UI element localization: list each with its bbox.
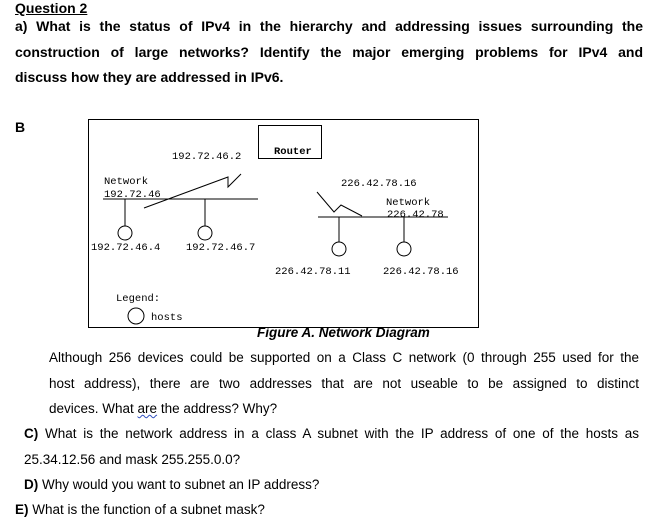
host-right-2-ip: 226.42.78.16 [383,266,459,278]
network-diagram [88,119,482,330]
host-left-2-ip: 192.72.46.7 [186,242,256,254]
left-network-title: Network [104,176,149,188]
question-a-line-1: a) What is the status of IPv4 in the hierarchy and addressing issues surrounding the [15,18,643,34]
question-e: E) What is the function of a subnet mask? [15,502,265,517]
host-right-1 [332,242,346,256]
host-right-1-ip: 226.42.78.11 [275,266,351,278]
right-network-addr: 226.42.78 [387,209,444,221]
question-a [15,14,643,91]
host-left-1 [118,226,132,240]
question-a-line-2: construction of large networks? Identify the major emerging problems for IPv4 and [15,43,643,60]
question-b-line-1: Although 256 devices could be supported on a Class C network (0 through 255 used for the [49,350,639,365]
question-d: D) Why would you want to subnet an IP address? [24,477,320,492]
host-right-2 [397,242,411,256]
host-left-2 [198,226,212,240]
spellcheck-word: are [137,401,158,416]
part-b-label: B [15,119,26,135]
router-left-ip: 192.72.46.2 [172,151,242,163]
router-right-ip: 226.42.78.16 [341,178,417,190]
question-c [24,421,639,472]
router-label: Router [274,146,312,158]
question-a-line-3: discuss how they are addressed in IPv6. [15,69,284,85]
legend-hosts: hosts [151,312,183,324]
right-network-title: Network [386,197,431,209]
question-c-line-1: C) What is the network address in a class A subnet with the IP address of one of the hosts as [24,426,639,441]
question-b [49,345,639,422]
figure-caption: Figure A. Network Diagram [257,325,430,340]
question-title: Question 2 [15,0,88,16]
question-c-line-2: 25.34.12.56 and mask 255.255.0.0? [24,451,241,467]
left-network-addr: 192.72.46 [104,189,161,201]
question-b-line-2: host address), there are two addresses that are not useable to be assigned to distinct [49,375,639,391]
legend-host-icon [128,308,144,324]
question-b-line-3: devices. What are the address? Why? [49,401,278,416]
host-left-1-ip: 192.72.46.4 [91,242,161,254]
legend-title: Legend: [116,293,161,305]
